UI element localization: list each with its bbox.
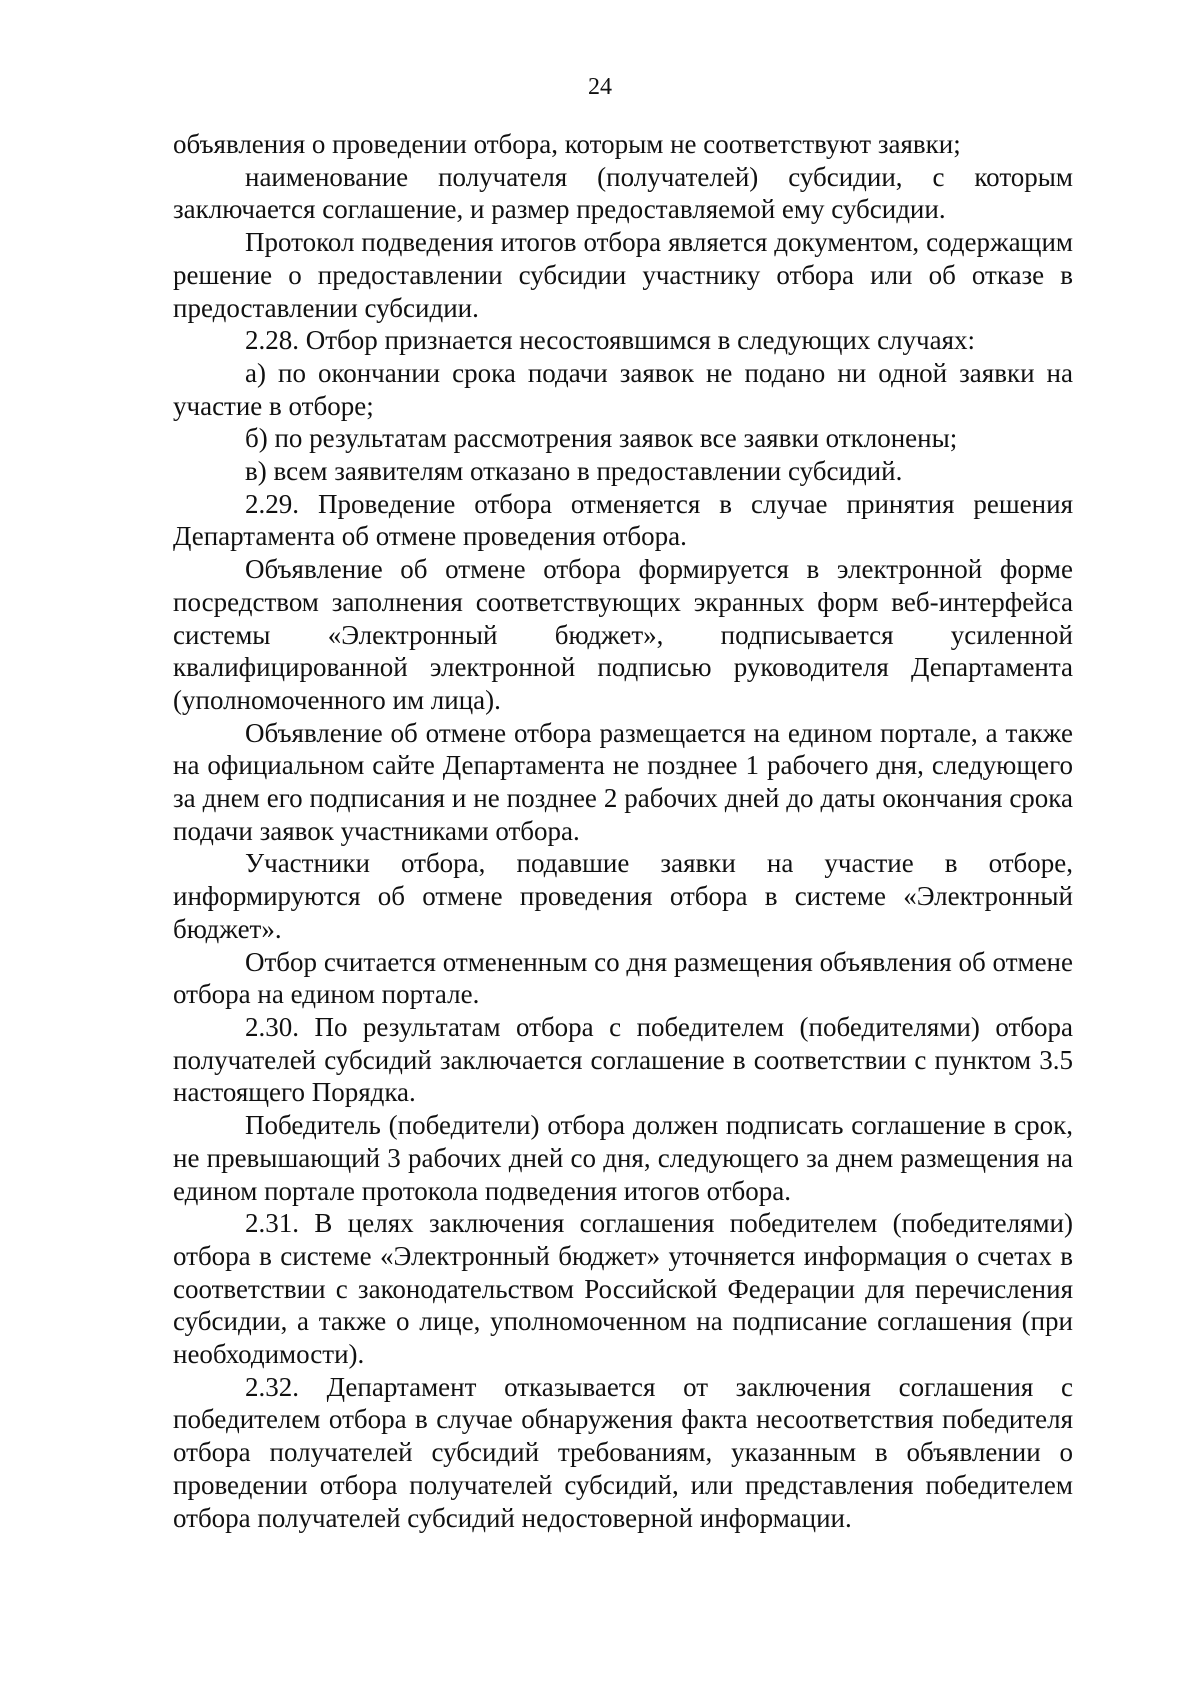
paragraph-recipient-name: наименование получателя (получателей) субсидии, с которым заключается соглашение, и размер предоставляемой ему субсидии.	[173, 161, 1073, 225]
paragraph-2-31: 2.31. В целях заключения соглашения победителем (победителями) отбора в системе «Электронный бюджет» уточняется информация о счетах в соответствии с законодательством Российской Федерации для перечисления субсидии, а также о лице, уполномоченном на подписание соглашения (при необходимости).	[173, 1208, 1073, 1370]
paragraph-2-28: 2.28. Отбор признается несостоявшимся в следующих случаях:	[245, 325, 976, 356]
paragraph-cancellation-form: Объявление об отмене отбора формируется в электронной форме посредством заполнения соответствующих экранных форм веб-интерфейса системы «Электронный бюджет», подписывается усиленной квалифицированной электронной подписью руководителя Департамента (уполномоченного им лица).	[173, 554, 1073, 715]
paragraph-protocol: Протокол подведения итогов отбора является документом, содержащим решение о предоставлении субсидии участнику отбора или об отказе в предоставлении субсидии.	[173, 227, 1073, 323]
paragraph-2-28-v: в) всем заявителям отказано в предоставлении субсидий.	[245, 456, 903, 487]
page-number: 24	[588, 74, 612, 100]
paragraph-cancellation-effective: Отбор считается отмененным со дня размещения объявления об отмене отбора на едином портале.	[173, 946, 1073, 1010]
paragraph-2-29: 2.29. Проведение отбора отменяется в случае принятия решения Департамента об отмене проведения отбора.	[173, 488, 1073, 552]
paragraph-winner-signing: Победитель (победители) отбора должен подписать соглашение в срок, не превышающий 3 рабочих дней со дня, следующего за днем размещения на едином портале протокола подведения итогов отбора.	[173, 1110, 1073, 1206]
paragraph-2-28-a: а) по окончании срока подачи заявок не подано ни одной заявки на участие в отборе;	[173, 357, 1073, 421]
paragraph-2-28-b: б) по результатам рассмотрения заявок все заявки отклонены;	[245, 423, 958, 454]
paragraph-2-32: 2.32. Департамент отказывается от заключения соглашения с победителем отбора в случае обнаружения факта несоответствия победителя отбора получателей субсидий требованиям, указанным в объявлении о проведении отбора получателей субсидий, или представления победителем отбора получателей субсидий недостоверной информации.	[173, 1371, 1073, 1533]
paragraph-continuation: объявления о проведении отбора, которым не соответствуют заявки;	[173, 129, 961, 159]
paragraph-2-30: 2.30. По результатам отбора с победителем (победителями) отбора получателей субсидий заключается соглашение в соответствии с пунктом 3.5 настоящего Порядка.	[173, 1011, 1073, 1108]
paragraph-participants-informed: Участники отбора, подавшие заявки на участие в отборе, информируются об отмене проведения отбора в системе «Электронный бюджет».	[173, 848, 1073, 944]
document-body	[173, 128, 1073, 1534]
paragraph-cancellation-posting: Объявление об отмене отбора размещается на едином портале, а также на официальном сайте Департамента не позднее 1 рабочего дня, следующего за днем его подписания и не позднее 2 рабочих дней до даты окончания срока подачи заявок участниками отбора.	[173, 717, 1073, 846]
